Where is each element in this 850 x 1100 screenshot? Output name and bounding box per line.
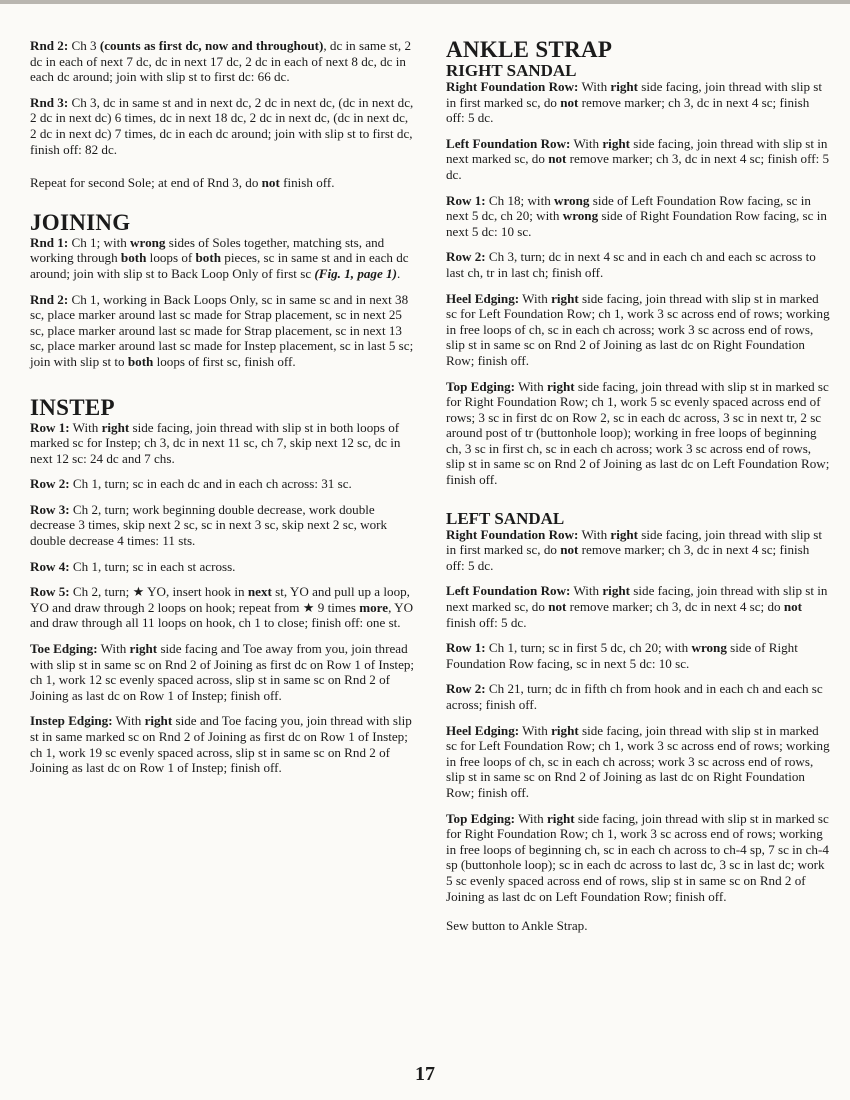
section-label: Top Edging:	[446, 378, 516, 394]
text-bold: not	[560, 542, 579, 558]
text-bold: right	[144, 713, 173, 729]
text-bold: wrong	[130, 234, 166, 250]
text: Ch 1, turn; sc in each dc and in each ch across: 31 sc.	[69, 476, 352, 492]
text: side facing, join thread with slip st in marked sc for Right Foundation Row; ch 1, work 5 sc evenly spaced across end of rows; 3 sc in first dc on Row 2, sc in each dc across, 3 sc in next tr, 2 sc around post of tr (buttonhole loop); working in free loops of beginning ch, 3 sc in first ch, sc in each ch across; work 3 sc across end of rows, slip st in same sc on Rnd 2 of Joining as last dc on Left Foundation Row; finish off.	[446, 378, 830, 488]
figure-reference: (Fig. 1, page 1)	[314, 265, 397, 281]
text: Ch 18; with	[485, 192, 555, 208]
text: remove marker; ch 3, dc in next 4 sc; finish off: 5 dc.	[446, 151, 830, 182]
ls-heel-edging	[446, 723, 831, 801]
text: With	[578, 526, 611, 542]
text: Ch 3, dc in same st and in next dc, 2 dc in next dc, (dc in next dc, 2 dc in next dc) 6 times, dc in next 18 dc, 2 dc in next dc, (dc in next dc, 2 dc in next dc) 7 times, dc in each dc around; join with slip st to first dc, finish off: 82 dc.	[30, 94, 414, 157]
section-label: Heel Edging:	[446, 722, 520, 738]
joining-rnd2	[30, 292, 415, 370]
row-label: Row 3:	[30, 501, 70, 517]
text-bold: not	[783, 599, 803, 615]
instep-row2	[30, 476, 415, 492]
text: Ch 3	[68, 38, 100, 53]
instep-row4	[30, 559, 415, 575]
text: side facing, join thread with slip st in next marked sc, do	[446, 583, 828, 615]
section-label: Top Edging:	[446, 810, 516, 826]
text: side and Toe facing you, join thread with slip st in same marked sc on Rnd 2 of Joining as first dc on Row 1 of Instep; ch 1, work 19 sc evenly spaced across, slip st in same sc on Rnd 2 of Joining as last dc on Row 1 of Instep; finish off.	[30, 713, 412, 776]
joining-heading: JOINING	[30, 209, 131, 235]
row-label: Row 1:	[446, 192, 486, 208]
rs-heel-edging	[446, 291, 831, 369]
text: remove marker; ch 3, dc in next 4 sc; finish off: 5 dc.	[446, 542, 810, 573]
text: Ch 1; with	[68, 234, 131, 250]
text: remove marker; ch 3, dc in next 4 sc; finish off: 5 dc.	[446, 94, 810, 126]
text-bold: next	[247, 584, 272, 600]
row-label: Row 2:	[446, 681, 486, 697]
text: finish off: 5 dc.	[446, 614, 527, 630]
ls-left-foundation-row	[446, 583, 831, 630]
section-label: Instep Edging:	[30, 713, 113, 729]
text: Ch 1, turn; sc in each st across.	[69, 558, 236, 574]
ankle-strap-heading: ANKLE STRAP	[446, 37, 613, 62]
instep-row1	[30, 420, 415, 467]
text: Ch 21, turn; dc in fifth ch from hook and in each ch and each sc across; finish off.	[446, 681, 823, 712]
text: Ch 2, turn; ★ YO, insert hook in	[69, 584, 248, 600]
text: side facing, join thread with slip st in marked sc for Left Foundation Row; ch 1, work 3 sc across end of rows; working in free loops of ch, sc in each ch across; work 3 sc across end of rows, slip st in same sc on Rnd 2 of Joining as last dc on Right Foundation Row; finish off.	[446, 290, 830, 368]
rs-row2	[446, 249, 831, 280]
text-bold: (counts as first dc, now and throughout)	[99, 38, 324, 53]
section-label: Toe Edging:	[30, 641, 98, 657]
instep-row3	[30, 502, 415, 549]
rs-right-foundation-row	[446, 79, 831, 126]
text-bold: right	[602, 135, 631, 151]
row-label: Row 1:	[446, 640, 486, 656]
page-number: 17	[415, 1063, 435, 1085]
text-bold: right	[610, 79, 639, 94]
row-label: Row 2:	[446, 249, 486, 265]
text: side of Right Foundation Row facing, sc in next 5 dc: 10 sc.	[446, 640, 798, 671]
rnd-label: Rnd 1:	[30, 234, 69, 250]
rs-row1	[446, 193, 831, 240]
text: side facing, join thread with slip st in marked sc for Right Foundation Row; ch 1, work 3 sc across end of rows; working in free loops of beginning ch, sc in each ch across to ch-4 sp, 7 sc in ch-4 sp (buttonhole loop); sc in each dc across to last dc, 3 sc in last dc; work 5 sc evenly spaced across end of rows, slip st in same sc on Rnd 2 of Joining as last dc on Left Foundation Row; finish off.	[446, 810, 829, 904]
right-column	[446, 38, 831, 944]
text-bold: right	[547, 378, 575, 394]
text: side facing, join thread with slip st in first marked sc, do	[446, 79, 823, 110]
text: With	[515, 378, 547, 394]
text: loops of	[146, 250, 196, 266]
left-column	[30, 38, 415, 786]
text: With	[519, 722, 552, 738]
text-bold: wrong	[691, 640, 727, 656]
text: .	[396, 265, 401, 281]
text: Ch 1, working in Back Loops Only, sc in same sc and in next 38 sc, place marker around last sc made for Strap placement, sc in next 25 sc, place marker around last sc made for Strap placement, sc in next 13 sc, place marker around last sc made for Instep placement, sc in last 5 sc; join with slip st to	[30, 291, 414, 369]
row-label: Row 2:	[30, 476, 70, 492]
text-bold: not	[548, 151, 567, 167]
toe-edging	[30, 641, 415, 703]
text-bold: more	[359, 599, 389, 615]
text-bold: both	[127, 353, 154, 369]
text: With	[97, 641, 130, 657]
text-bold: right	[551, 722, 579, 738]
text-bold: wrong	[554, 192, 590, 208]
text: With	[515, 810, 547, 826]
text-bold: not	[548, 599, 567, 615]
text: side of Left Foundation Row facing, sc in next 5 dc, ch 20; with	[446, 192, 811, 224]
text: loops of first sc, finish off.	[153, 353, 296, 369]
text: With	[112, 713, 145, 729]
text-bold: right	[129, 641, 158, 657]
text: With	[570, 583, 603, 599]
section-label: Right Foundation Row:	[446, 79, 579, 94]
text: Ch 1, turn; sc in first 5 dc, ch 20; with	[485, 640, 692, 656]
text: With	[519, 290, 552, 306]
text-bold: both	[120, 250, 147, 266]
text: side facing, join thread with slip st in marked sc for Left Foundation Row; ch 1, work 3 sc across end of rows; working in free loops of ch, sc in each ch across; work 3 sc across end of rows, slip st in same sc on Rnd 2 of Joining as last dc on Right Foundation Row; finish off.	[446, 722, 830, 800]
text: pieces, sc in same st and in each dc around; join with slip st to Back Loop Only of first sc	[30, 250, 409, 281]
text: Repeat for second Sole; at end of Rnd 3, do	[30, 175, 262, 191]
section-label: Right Foundation Row:	[446, 526, 579, 542]
row-label: Row 4:	[30, 558, 70, 574]
left-sandal-heading: LEFT SANDAL	[446, 508, 565, 528]
text: st, YO and pull up a loop, YO and draw through 2 loops on hook; repeat from ★ 9 times	[30, 584, 410, 615]
text-bold: wrong	[562, 208, 599, 224]
rnd-label: Rnd 2:	[30, 291, 69, 307]
text-bold: both	[195, 250, 221, 266]
text: With	[578, 79, 611, 94]
repeat-note	[30, 175, 415, 191]
text: Ch 3, turn; dc in next 4 sc and in each ch and each sc across to last ch, tr in last ch; finish off.	[446, 249, 816, 280]
sole-rnd3	[30, 95, 415, 157]
joining-rnd1	[30, 235, 415, 282]
rnd-label: Rnd 2:	[30, 38, 69, 53]
ls-right-foundation-row	[446, 527, 831, 574]
text-bold: right	[547, 810, 575, 826]
section-label: Heel Edging:	[446, 290, 520, 306]
sole-rnd2	[30, 38, 415, 85]
text: , YO and draw through all 11 loops on hook, ch 1 to close; finish off: one st.	[30, 599, 414, 631]
text: Ch 2, turn; work beginning double decrease, work double decrease 3 times, skip next 2 sc, sc in next 3 sc, skip next 2 sc, work double decrease 4 times: 11 sts.	[30, 501, 388, 549]
sew-button-note: Sew button to Ankle Strap.	[446, 918, 588, 934]
text: sides of Soles together, matching sts, and working through	[30, 234, 385, 266]
instep-row5	[30, 584, 415, 631]
text: side facing, join thread with slip st in next marked sc, do	[446, 135, 828, 167]
text: With	[570, 135, 603, 151]
text-bold: right	[602, 583, 631, 599]
text: side of Right Foundation Row facing, sc in next 5 dc: 10 sc.	[446, 208, 827, 239]
instep-edging	[30, 713, 415, 775]
right-sandal-heading: RIGHT SANDAL	[446, 61, 577, 80]
section-label: Left Foundation Row:	[446, 583, 571, 599]
rnd-label: Rnd 3:	[30, 94, 69, 110]
text: side facing, join thread with slip st in first marked sc, do	[446, 526, 823, 558]
text-bold: not	[261, 175, 280, 191]
text: side facing, join thread with slip st in both loops of marked sc for Instep; ch 3, dc in next 11 sc, ch 7, skip next 12 sc, dc in next 12 sc: 24 dc and 7 chs.	[30, 419, 401, 466]
text: , dc in same st, 2 dc in each of next 7 dc, dc in next 17 dc, 2 dc in each of next 8 dc, dc in each dc around; join with slip st to first dc: 66 dc.	[30, 38, 411, 85]
instep-heading: INSTEP	[30, 394, 115, 420]
rs-left-foundation-row	[446, 136, 831, 183]
ls-row1	[446, 640, 831, 671]
section-label: Left Foundation Row:	[446, 135, 571, 151]
text: finish off.	[279, 175, 335, 191]
rs-top-edging	[446, 379, 831, 488]
row-label: Row 1:	[30, 419, 70, 435]
text: remove marker; ch 3, dc in next 4 sc; do	[566, 599, 784, 615]
text-bold: right	[101, 419, 130, 435]
text: With	[69, 419, 102, 435]
text-bold: not	[560, 94, 579, 110]
ls-row2	[446, 681, 831, 712]
row-label: Row 5:	[30, 584, 70, 600]
text-bold: right	[610, 526, 639, 542]
ls-top-edging	[446, 811, 831, 905]
scan-top-edge	[0, 0, 850, 4]
text: side facing and Toe away from you, join thread with slip st in same sc on Rnd 2 of Joining as first dc on Row 1 of Instep; ch 1, work 12 sc evenly spaced across, slip st in same sc on Rnd 2 of Joining as last dc on Row 1 of Instep; finish off.	[30, 641, 415, 703]
text-bold: right	[551, 290, 579, 306]
